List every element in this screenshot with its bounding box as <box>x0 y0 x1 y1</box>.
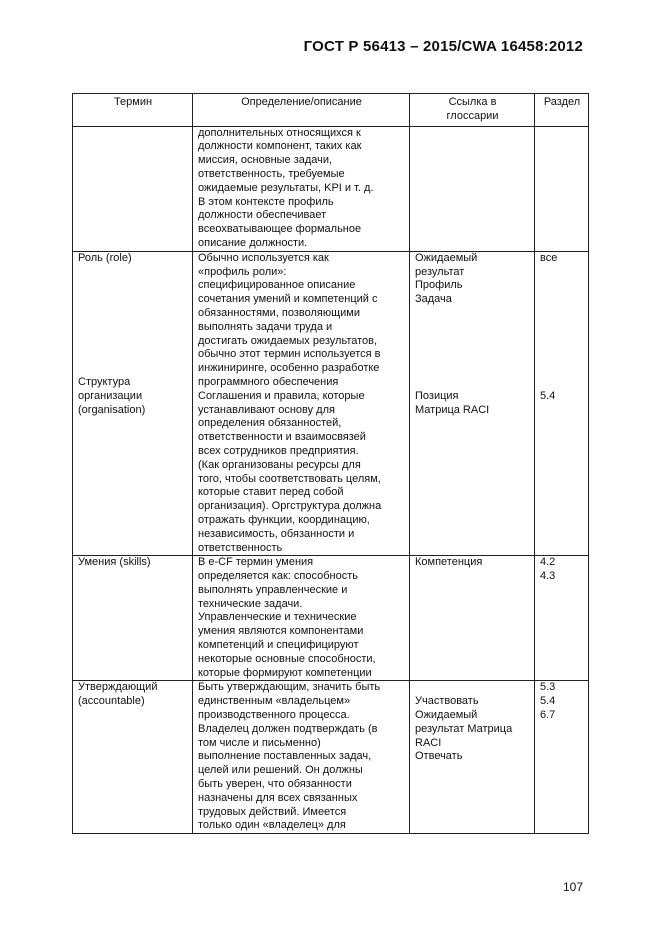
table-row <box>73 126 589 251</box>
term-line <box>78 307 188 321</box>
glossary-ref-line <box>415 321 530 335</box>
definition-line: обычно этот термин используется в <box>198 348 381 361</box>
definition-line: устанавливают основу для <box>198 403 335 416</box>
definition-line: миссия, основные задачи, <box>198 154 333 167</box>
definition-line: ответственность <box>198 541 283 554</box>
glossary-ref-line: Матрица RACI <box>415 403 490 416</box>
definition-line: назначены для всех связанных <box>198 791 358 804</box>
definition-line: всеохватывающее формальное <box>198 223 362 236</box>
definition-line: ответственности и взаимосвязей <box>198 431 366 444</box>
glossary-ref-line: результат <box>415 265 465 278</box>
definition-line: которые ставит перед собой <box>198 486 344 499</box>
definition-line: которые формируют компетенции <box>198 666 372 679</box>
term-cell <box>73 681 193 834</box>
table-row <box>73 681 589 834</box>
definition-line: программного обеспечения <box>198 375 339 388</box>
term-line: Структура <box>78 375 131 388</box>
definition-line: производственного процесса. <box>198 709 350 722</box>
glossary-ref-cell <box>410 126 535 251</box>
term-line: (organisation) <box>78 403 146 416</box>
section-line <box>540 335 584 349</box>
glossary-ref-line <box>415 348 530 362</box>
term-cell <box>73 556 193 681</box>
definition-cell <box>193 556 410 681</box>
glossary-ref-cell <box>410 681 535 834</box>
definition-line: трудовых действий. Имеется <box>198 805 347 818</box>
definition-line: инжиниринге, особенно разработке <box>198 362 380 375</box>
header-ref-line: Ссылка в <box>448 96 497 108</box>
definition-line: Соглашения и правила, которые <box>198 389 365 402</box>
definition-line: некоторые основные способности, <box>198 652 376 665</box>
definition-line: умения являются компонентами <box>198 625 364 638</box>
section-line: 4.3 <box>540 570 556 583</box>
glossary-ref-line <box>415 681 530 695</box>
definition-cell <box>193 251 410 556</box>
section-cell <box>535 681 589 834</box>
definition-line: того, чтобы соответствовать целям, <box>198 472 381 485</box>
glossary-ref-line: Компетенция <box>415 556 483 569</box>
term-line: организации <box>78 389 143 402</box>
header-ref-line: глоссарии <box>446 109 499 122</box>
definition-line: обязанностями, позволяющими <box>198 306 360 319</box>
section-line <box>540 348 584 362</box>
definition-line: быть уверен, что обязанности <box>198 778 352 791</box>
term-line <box>78 335 188 349</box>
section-line: 5.4 <box>540 389 556 402</box>
table-row <box>73 251 589 556</box>
definition-line: Владелец должен подтверждать (в <box>198 722 378 735</box>
glossary-ref-line <box>415 362 530 376</box>
definition-line: специфицированное описание <box>198 279 356 292</box>
definition-line: определяется как: способность <box>198 570 358 583</box>
definition-line: целей или решений. Он должны <box>198 764 363 777</box>
section-cell <box>535 251 589 556</box>
section-line <box>540 307 584 321</box>
definition-line: только один «владелец» для <box>198 819 346 832</box>
glossary-ref-line: Ожидаемый <box>415 251 478 264</box>
definition-line: достигать ожидаемых результатов, <box>198 334 378 347</box>
definition-line: выполнять управленческие и <box>198 583 348 596</box>
document-header: ГОСТ Р 56413 – 2015/CWA 16458:2012 <box>303 38 583 55</box>
term-line <box>78 293 188 307</box>
glossary-ref-line: Отвечать <box>415 750 463 763</box>
glossary-ref-line <box>415 307 530 321</box>
table-row <box>73 556 589 681</box>
term-line: Умения (skills) <box>78 556 151 569</box>
definition-line: ожидаемые результаты, KPI и т. д. <box>198 181 374 194</box>
section-line: 4.2 <box>540 556 556 569</box>
definition-line: организация). Оргструктура должна <box>198 500 382 513</box>
header-term: Термин <box>73 94 193 127</box>
definition-line: выполнять задачи труда и <box>198 320 333 333</box>
section-line: 5.3 <box>540 681 556 694</box>
definition-line: «профиль роли»: <box>198 265 287 278</box>
definition-line: В этом контексте профиль <box>198 195 334 208</box>
definition-line: независимость, обязанности и <box>198 527 355 540</box>
glossary-ref-line <box>415 376 530 390</box>
glossary-ref-line: Задача <box>415 293 452 306</box>
definition-line: определения обязанностей, <box>198 417 342 430</box>
definition-line: компетенций и специфицируют <box>198 639 359 652</box>
section-cell <box>535 556 589 681</box>
section-line <box>540 279 584 293</box>
glossary-ref-line: Участвовать <box>415 695 479 708</box>
section-line <box>540 362 584 376</box>
glossary-ref-line: RACI <box>415 736 442 749</box>
term-cell <box>73 251 193 556</box>
term-line <box>78 348 188 362</box>
definition-line: выполнение поставленных задач, <box>198 750 372 763</box>
term-line <box>78 321 188 335</box>
definition-line: Обычно используется как <box>198 251 329 264</box>
definition-line: отражать функции, координацию, <box>198 513 370 526</box>
definition-line: должности обеспечивает <box>198 209 327 222</box>
definition-line: Быть утверждающим, значить быть <box>198 681 381 694</box>
section-line: 5.4 <box>540 695 556 708</box>
definition-line: (Как организованы ресурсы для <box>198 458 361 471</box>
term-line <box>78 266 188 280</box>
definition-line: технические задачи. <box>198 597 303 610</box>
table-header-row <box>73 94 589 127</box>
term-cell <box>73 126 193 251</box>
page-number: 107 <box>563 880 584 894</box>
definition-line: единственным «владельцем» <box>198 695 351 708</box>
glossary-ref-line: Ожидаемый <box>415 709 478 722</box>
definition-line: описание должности. <box>198 236 308 249</box>
term-line <box>78 279 188 293</box>
definition-cell <box>193 126 410 251</box>
glossary-ref-line: Позиция <box>415 389 459 402</box>
definition-line: сочетания умений и компетенций с <box>198 293 378 306</box>
section-line <box>540 376 584 390</box>
term-line: Утверждающий <box>78 681 158 694</box>
definition-line: дополнительных относящихся к <box>198 126 361 139</box>
definition-line: ответственность, требуемые <box>198 167 345 180</box>
definition-line: должности компонент, таких как <box>198 140 362 153</box>
glossary-table <box>72 93 589 834</box>
glossary-ref-line: результат Матрица <box>415 722 513 735</box>
term-line: Роль (role) <box>78 251 132 264</box>
section-line: все <box>540 251 558 264</box>
glossary-ref-cell <box>410 251 535 556</box>
definition-line: том числе и письменно) <box>198 736 321 749</box>
glossary-ref-line <box>415 335 530 349</box>
header-section: Раздел <box>535 94 589 127</box>
section-line <box>540 293 584 307</box>
glossary-ref-line: Профиль <box>415 279 463 292</box>
term-line <box>78 362 188 376</box>
definition-line: В e-CF термин умения <box>198 556 314 569</box>
definition-line: Управленческие и технические <box>198 611 357 624</box>
section-line: 6.7 <box>540 709 556 722</box>
section-line <box>540 266 584 280</box>
definition-line: всех сотрудников предприятия. <box>198 444 359 457</box>
term-line: (accountable) <box>78 695 145 708</box>
definition-cell <box>193 681 410 834</box>
glossary-ref-cell <box>410 556 535 681</box>
section-line <box>540 321 584 335</box>
header-glossary-ref <box>410 94 535 127</box>
section-cell <box>535 126 589 251</box>
header-definition: Определение/описание <box>193 94 410 127</box>
